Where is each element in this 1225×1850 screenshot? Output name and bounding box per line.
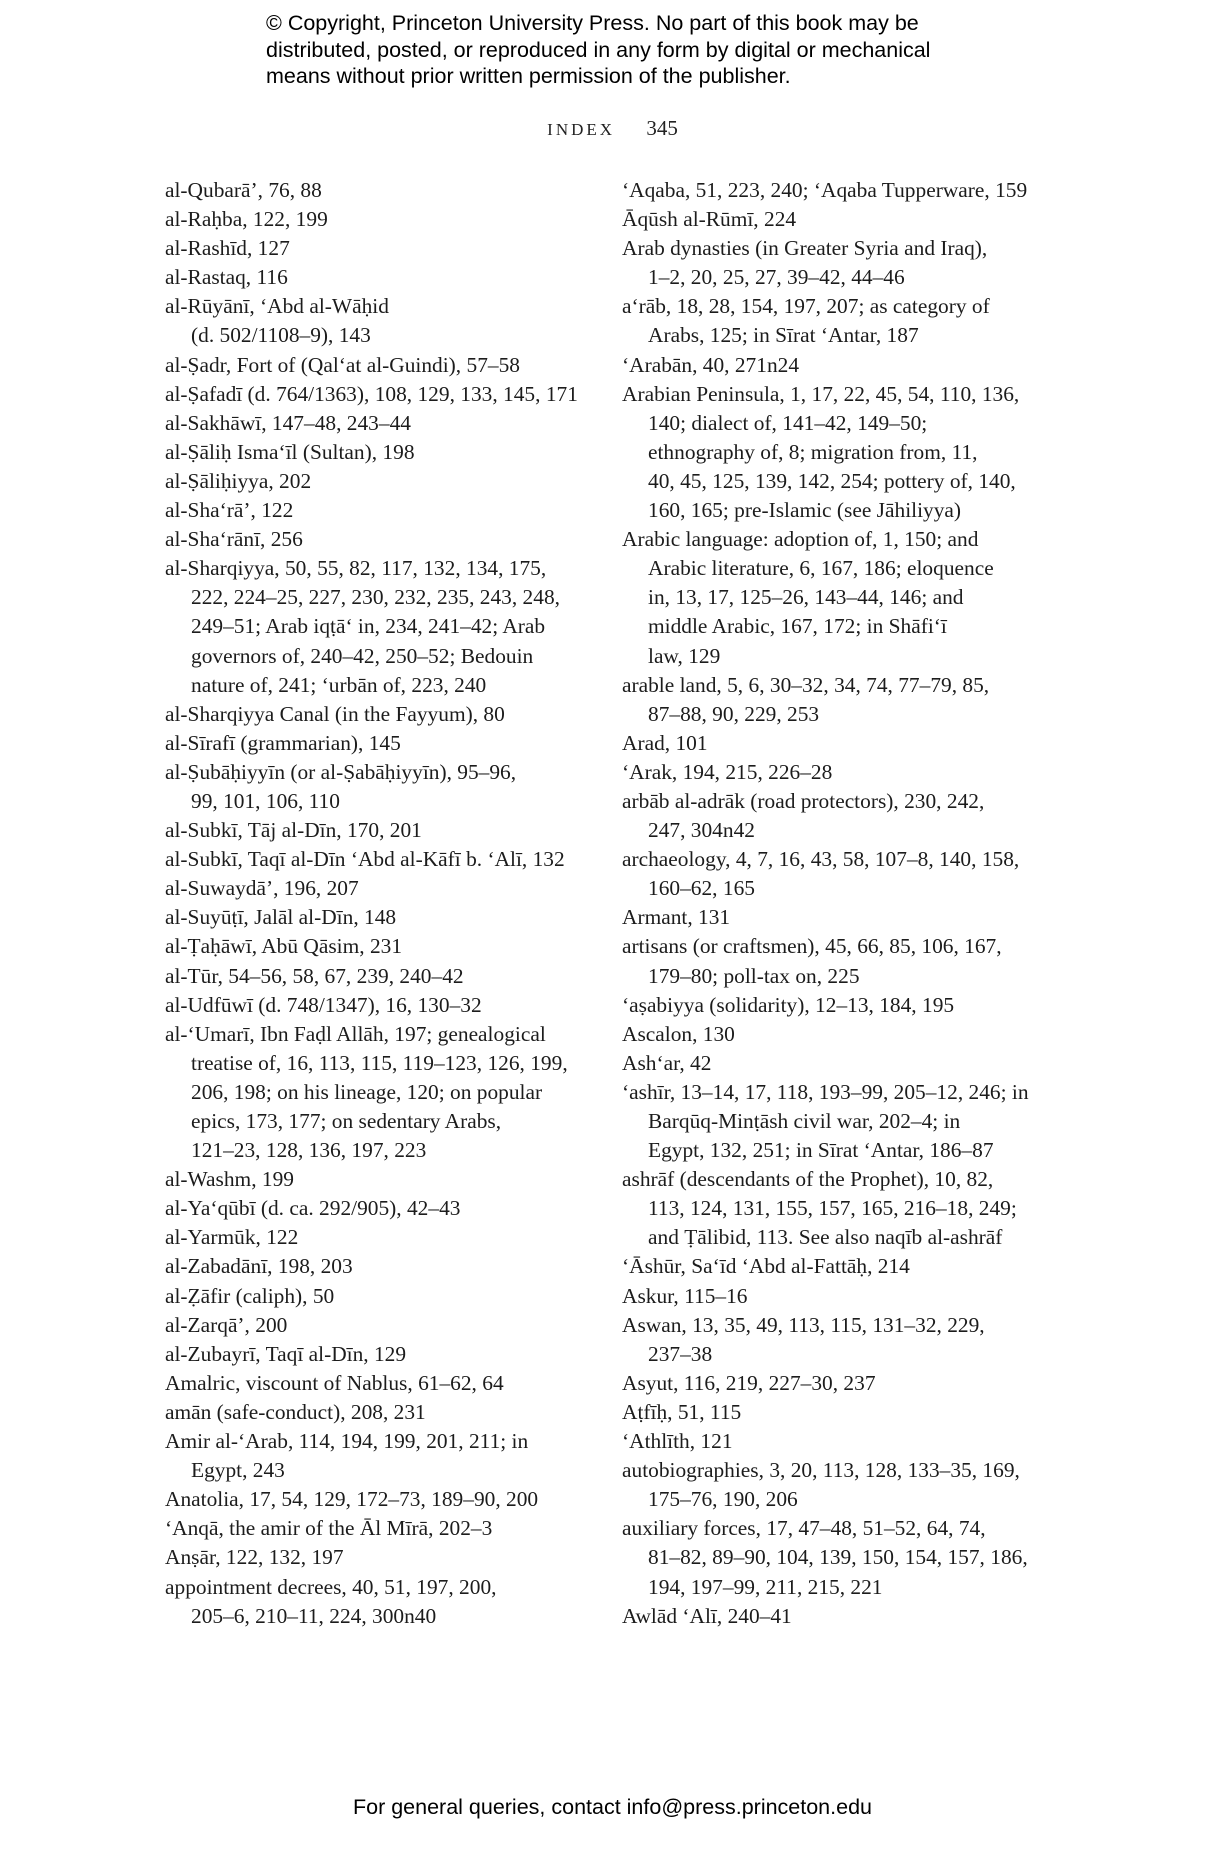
- index-entry: [165, 263, 585, 292]
- index-entry-line: law, 129: [648, 643, 721, 668]
- index-entry-line: 205–6, 210–11, 224, 300n40: [191, 1603, 437, 1628]
- index-entry-line: 81–82, 89–90, 104, 139, 150, 154, 157, 186,: [648, 1545, 1028, 1570]
- copyright-notice: [266, 10, 1026, 90]
- index-entry-line: ‘ashīr, 13–14, 17, 118, 193–99, 205–12, 246; in: [622, 1079, 1029, 1104]
- index-entry-line: Āqūsh al-Rūmī, 224: [622, 207, 797, 232]
- index-entry: [622, 1369, 1042, 1398]
- index-entry: [622, 671, 1042, 729]
- index-entry-line: and Ṭālibid, 113. See also naqīb al-ashrāf: [648, 1225, 1003, 1250]
- index-entry-line: treatise of, 16, 113, 115, 119–123, 126, 199,: [191, 1050, 568, 1075]
- index-entry-line: 87–88, 90, 229, 253: [648, 701, 820, 726]
- index-entry: [165, 1369, 585, 1398]
- index-entry-line: 237–38: [648, 1341, 713, 1366]
- index-entry: [622, 1602, 1042, 1631]
- index-entry-line: autobiographies, 3, 20, 113, 128, 133–35, 169,: [622, 1458, 1020, 1483]
- index-entry: [622, 729, 1042, 758]
- index-entry-line: 175–76, 190, 206: [648, 1487, 798, 1512]
- index-entry-line: in, 13, 17, 125–26, 143–44, 146; and: [648, 585, 964, 610]
- index-entry-line: al-Sha‘rānī, 256: [165, 527, 303, 552]
- index-entry-line: al-Washm, 199: [165, 1167, 294, 1192]
- index-entry-line: Arab dynasties (in Greater Syria and Iraq),: [622, 236, 988, 261]
- index-entry-line: 1–2, 20, 25, 27, 39–42, 44–46: [648, 265, 905, 290]
- index-entry-line: Amalric, viscount of Nablus, 61–62, 64: [165, 1370, 504, 1395]
- index-entry: [165, 1311, 585, 1340]
- index-entry-line: al-Rastaq, 116: [165, 265, 288, 290]
- index-entry-line: ‘Aqaba, 51, 223, 240; ‘Aqaba Tupperware, 159: [622, 178, 1028, 202]
- index-entry: [622, 234, 1042, 292]
- index-entry: [165, 496, 585, 525]
- index-entry: [165, 1427, 585, 1485]
- index-entry-line: al-Rūyānī, ‘Abd al-Wāḥid: [165, 294, 389, 319]
- index-entry: [165, 1223, 585, 1252]
- index-entry-line: al-Zubayrī, Taqī al-Dīn, 129: [165, 1341, 407, 1366]
- index-entry: [165, 467, 585, 496]
- index-entry-line: ‘Anqā, the amir of the Āl Mīrā, 202–3: [165, 1516, 493, 1541]
- index-entry-line: Askur, 115–16: [622, 1283, 748, 1308]
- index-entry-line: al-Zarqā’, 200: [165, 1312, 288, 1337]
- index-entry-line: artisans (or craftsmen), 45, 66, 85, 106, 167,: [622, 934, 1002, 959]
- index-column-left: [165, 176, 585, 1631]
- index-entry: [622, 1456, 1042, 1514]
- index-entry-line: Asyut, 116, 219, 227–30, 237: [622, 1370, 876, 1395]
- index-entry-line: 121–23, 128, 136, 197, 223: [191, 1138, 427, 1163]
- index-entry-line: nature of, 241; ‘urbān of, 223, 240: [191, 672, 487, 697]
- index-entry: [165, 1252, 585, 1281]
- index-entry: [622, 1049, 1042, 1078]
- index-entry: [165, 1165, 585, 1194]
- index-entry: [165, 525, 585, 554]
- index-entry-line: al-Ṣubāḥiyyīn (or al-Ṣabāḥiyyīn), 95–96,: [165, 759, 517, 784]
- index-entry-line: 179–80; poll-tax on, 225: [648, 963, 860, 988]
- index-entry: [622, 1427, 1042, 1456]
- index-entry-line: ‘Athlīth, 121: [622, 1429, 733, 1454]
- index-entry-line: appointment decrees, 40, 51, 197, 200,: [165, 1574, 497, 1599]
- index-entry: [165, 1514, 585, 1543]
- index-entry: [165, 903, 585, 932]
- index-entry-line: 40, 45, 125, 139, 142, 254; pottery of, 140,: [648, 468, 1016, 493]
- index-entry: [622, 176, 1042, 205]
- index-entry-line: al-Tūr, 54–56, 58, 67, 239, 240–42: [165, 963, 464, 988]
- index-entry: [165, 1340, 585, 1369]
- index-entry-line: middle Arabic, 167, 172; in Shāfi‘ī: [648, 614, 947, 639]
- index-entry-line: al-Raḥba, 122, 199: [165, 207, 328, 232]
- index-entry: [622, 1311, 1042, 1369]
- index-entry: [622, 1020, 1042, 1049]
- index-entry-line: al-Ṣāliḥiyya, 202: [165, 468, 312, 493]
- index-entry-line: al-Sharqiyya Canal (in the Fayyum), 80: [165, 701, 505, 726]
- index-entry-line: 249–51; Arab iqṭā‘ in, 234, 241–42; Arab: [191, 614, 546, 639]
- index-entry: [622, 292, 1042, 350]
- index-entry-line: ethnography of, 8; migration from, 11,: [648, 439, 978, 464]
- index-entry-line: Ash‘ar, 42: [622, 1050, 712, 1075]
- index-entry: [622, 1282, 1042, 1311]
- index-column-right: [622, 176, 1042, 1631]
- running-head: [0, 114, 1225, 144]
- index-entry-line: Aṭfīḥ, 51, 115: [622, 1399, 742, 1424]
- index-entry: [165, 700, 585, 729]
- copyright-line: distributed, posted, or reproduced in any form by digital or mechanical: [266, 37, 931, 62]
- index-entry-line: al-Sharqiyya, 50, 55, 82, 117, 132, 134, 175,: [165, 556, 547, 581]
- index-entry-line: Amir al-‘Arab, 114, 194, 199, 201, 211; in: [165, 1429, 529, 1454]
- running-head-label: INDEX: [547, 120, 616, 139]
- index-entry: [165, 380, 585, 409]
- index-entry-line: al-Yarmūk, 122: [165, 1225, 299, 1250]
- index-entry-line: auxiliary forces, 17, 47–48, 51–52, 64, 74,: [622, 1516, 986, 1541]
- index-entry: [622, 525, 1042, 670]
- index-entry: [165, 874, 585, 903]
- index-entry-line: 194, 197–99, 211, 215, 221: [648, 1574, 883, 1599]
- index-entry-line: Anatolia, 17, 54, 129, 172–73, 189–90, 200: [165, 1487, 539, 1512]
- index-entry: [622, 1398, 1042, 1427]
- index-entry-line: ashrāf (descendants of the Prophet), 10, 82,: [622, 1167, 994, 1192]
- index-entry: [165, 234, 585, 263]
- index-entry-line: Arabic language: adoption of, 1, 150; and: [622, 527, 979, 552]
- index-entry: [165, 845, 585, 874]
- index-entry: [165, 1573, 585, 1631]
- index-entry-line: epics, 173, 177; on sedentary Arabs,: [191, 1109, 502, 1133]
- index-entry-line: al-Ṣafadī (d. 764/1363), 108, 129, 133, 145, 171: [165, 381, 578, 406]
- index-entry-line: al-Zabadānī, 198, 203: [165, 1254, 353, 1279]
- copyright-line: means without prior written permission of the publisher.: [266, 64, 791, 88]
- index-entry-line: arbāb al-adrāk (road protectors), 230, 242,: [622, 788, 985, 813]
- index-entry: [165, 409, 585, 438]
- index-entry: [622, 932, 1042, 990]
- index-entry: [165, 1194, 585, 1223]
- index-entry-line: a‘rāb, 18, 28, 154, 197, 207; as category of: [622, 294, 990, 319]
- index-entry-line: al-Qubarā’, 76, 88: [165, 178, 322, 202]
- index-entry-line: Ascalon, 130: [622, 1021, 735, 1046]
- index-entry-line: ‘Āshūr, Sa‘īd ‘Abd al-Fattāḥ, 214: [622, 1254, 910, 1279]
- index-entry-line: governors of, 240–42, 250–52; Bedouin: [191, 643, 534, 668]
- index-entry-line: al-Sha‘rā’, 122: [165, 498, 294, 523]
- index-entry: [622, 1514, 1042, 1601]
- index-entry-line: 160–62, 165: [648, 876, 755, 901]
- index-entry-line: al-Subkī, Taqī al-Dīn ‘Abd al-Kāfī b. ‘Alī, 132: [165, 847, 565, 872]
- index-entry-line: 140; dialect of, 141–42, 149–50;: [648, 410, 928, 435]
- index-entry: [622, 1252, 1042, 1281]
- index-entry-line: al-Suyūṭī, Jalāl al-Dīn, 148: [165, 905, 397, 930]
- index-entry: [165, 758, 585, 816]
- index-entry-line: Barqūq-Minṭāsh civil war, 202–4; in: [648, 1109, 961, 1133]
- index-entry: [622, 787, 1042, 845]
- index-entry-line: Aswan, 13, 35, 49, 113, 115, 131–32, 229,: [622, 1312, 985, 1337]
- index-entry-line: arable land, 5, 6, 30–32, 34, 74, 77–79, 85,: [622, 672, 990, 697]
- index-entry-line: al-‘Umarī, Ibn Faḍl Allāh, 197; genealogical: [165, 1021, 546, 1046]
- index-entry: [165, 554, 585, 699]
- index-entry-line: Egypt, 132, 251; in Sīrat ‘Antar, 186–87: [648, 1138, 994, 1163]
- index-entry: [165, 292, 585, 350]
- index-entry: [622, 845, 1042, 903]
- index-entry-line: Anṣār, 122, 132, 197: [165, 1545, 344, 1570]
- index-entry-line: ‘aṣabiyya (solidarity), 12–13, 184, 195: [622, 992, 955, 1017]
- index-entry-line: Arad, 101: [622, 730, 708, 755]
- index-entry: [165, 962, 585, 991]
- index-entry-line: 99, 101, 106, 110: [191, 788, 340, 813]
- index-entry-line: (d. 502/1108–9), 143: [191, 323, 371, 348]
- index-entry: [165, 1020, 585, 1165]
- index-entry: [622, 903, 1042, 932]
- index-entry-line: al-Sīrafī (grammarian), 145: [165, 730, 401, 755]
- index-entry: [165, 351, 585, 380]
- page-number: 345: [646, 116, 678, 140]
- index-entry-line: al-Ṭaḥāwī, Abū Qāsim, 231: [165, 934, 403, 959]
- index-entry: [165, 438, 585, 467]
- index-entry: [165, 1543, 585, 1572]
- index-entry: [165, 991, 585, 1020]
- index-entry-line: archaeology, 4, 7, 16, 43, 58, 107–8, 140, 158,: [622, 847, 1020, 872]
- index-entry-line: Egypt, 243: [191, 1458, 285, 1483]
- index-entry-line: Arabs, 125; in Sīrat ‘Antar, 187: [648, 323, 919, 348]
- index-entry: [165, 816, 585, 845]
- index-entry: [622, 351, 1042, 380]
- index-entry-line: Awlād ‘Alī, 240–41: [622, 1603, 792, 1628]
- index-entry: [622, 1165, 1042, 1252]
- copyright-line: © Copyright, Princeton University Press. No part of this book may be: [266, 11, 919, 35]
- index-entry: [622, 205, 1042, 234]
- index-entry: [165, 1282, 585, 1311]
- index-entry: [622, 758, 1042, 787]
- index-entry: [165, 729, 585, 758]
- index-entry: [165, 1485, 585, 1514]
- footer-contact: For general queries, contact info@press.princeton.edu: [352, 1795, 872, 1819]
- index-entry: [165, 205, 585, 234]
- index-entry-line: al-Sakhāwī, 147–48, 243–44: [165, 410, 411, 435]
- index-entry-line: al-Ṣāliḥ Isma‘īl (Sultan), 198: [165, 439, 415, 464]
- index-entry-line: ‘Arabān, 40, 271n24: [622, 352, 800, 377]
- index-entry-line: amān (safe-conduct), 208, 231: [165, 1399, 426, 1424]
- index-entry-line: al-Ẓāfir (caliph), 50: [165, 1283, 335, 1308]
- index-entry: [622, 380, 1042, 525]
- index-entry-line: al-Suwaydā’, 196, 207: [165, 876, 359, 901]
- index-entry-line: Arabian Peninsula, 1, 17, 22, 45, 54, 110, 136,: [622, 381, 1020, 406]
- index-entry-line: al-Udfūwī (d. 748/1347), 16, 130–32: [165, 992, 482, 1017]
- index-entry-line: al-Ya‘qūbī (d. ca. 292/905), 42–43: [165, 1196, 461, 1221]
- index-entry-line: Arabic literature, 6, 167, 186; eloquence: [648, 556, 994, 581]
- index-entry-line: 206, 198; on his lineage, 120; on popular: [191, 1079, 543, 1104]
- index-entry-line: al-Ṣadr, Fort of (Qal‘at al-Guindi), 57–58: [165, 352, 520, 377]
- index-entry: [165, 176, 585, 205]
- index-entry: [165, 1398, 585, 1427]
- index-entry-line: 160, 165; pre-Islamic (see Jāhiliyya): [648, 498, 962, 523]
- index-entry-line: 247, 304n42: [648, 818, 755, 843]
- index-entry: [622, 991, 1042, 1020]
- index-entry-line: 222, 224–25, 227, 230, 232, 235, 243, 248,: [191, 585, 560, 610]
- index-entry-line: al-Subkī, Tāj al-Dīn, 170, 201: [165, 818, 422, 843]
- index-entry-line: 113, 124, 131, 155, 157, 165, 216–18, 249;: [648, 1196, 1017, 1221]
- index-entry-line: Armant, 131: [622, 905, 731, 930]
- index-entry-line: ‘Arak, 194, 215, 226–28: [622, 759, 833, 784]
- index-entry: [165, 932, 585, 961]
- index-entry-line: al-Rashīd, 127: [165, 236, 290, 261]
- index-entry: [622, 1078, 1042, 1165]
